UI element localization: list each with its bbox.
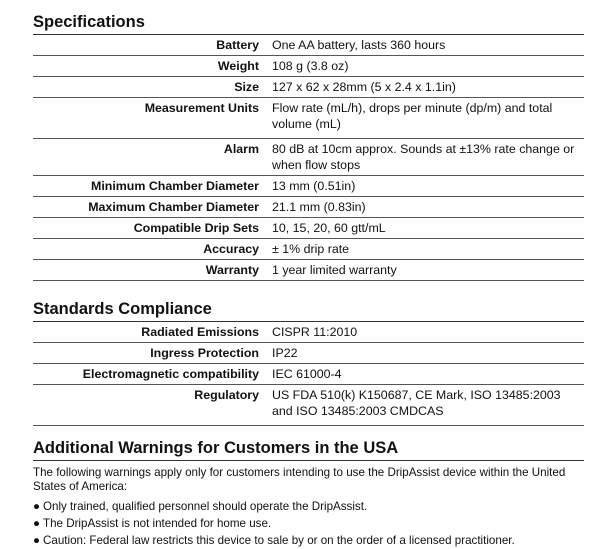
specifications-section [33,12,584,281]
spec-label-compatible-drip-sets: Compatible Drip Sets [33,218,272,239]
bullet-icon: ● [33,534,41,547]
standards-table [33,322,584,426]
spec-label-measurement-units: Measurement Units [33,98,272,139]
spec-label-min-chamber-diameter: Minimum Chamber Diameter [33,176,272,197]
specifications-table [33,35,584,281]
bullet-icon: ● [33,500,41,513]
spec-label-weight: Weight [33,56,272,77]
standards-label-emc: Electromagnetic compatibility [33,364,272,385]
standards-value-regulatory: US FDA 510(k) K150687, CE Mark, ISO 13485:2003 and ISO 13485:2003 CMDCAS [272,385,584,426]
standards-label-regulatory: Regulatory [33,385,272,426]
table-row [33,98,584,139]
spec-value-size: 127 x 62 x 28mm (5 x 2.4 x 1.1in) [272,77,584,98]
table-row [33,197,584,218]
spec-label-warranty: Warranty [33,260,272,281]
spec-label-battery: Battery [33,35,272,56]
spec-value-battery: One AA battery, lasts 360 hours [272,35,584,56]
standards-value-emc: IEC 61000-4 [272,364,584,385]
list-item [33,532,584,549]
bullet-icon: ● [33,517,41,530]
spec-value-min-chamber-diameter: 13 mm (0.51in) [272,176,584,197]
spec-value-accuracy: ± 1% drip rate [272,239,584,260]
spec-value-alarm: 80 dB at 10cm approx. Sounds at ±13% rate change or when flow stops [272,139,584,176]
table-row [33,218,584,239]
standards-value-radiated-emissions: CISPR 11:2010 [272,322,584,343]
warnings-list [33,498,584,549]
spec-value-warranty: 1 year limited warranty [272,260,584,281]
spec-label-size: Size [33,77,272,98]
spec-value-weight: 108 g (3.8 oz) [272,56,584,77]
table-row [33,77,584,98]
table-row [33,260,584,281]
standards-label-ingress-protection: Ingress Protection [33,343,272,364]
table-row [33,239,584,260]
warnings-section [33,438,584,549]
warning-text: The DripAssist is not intended for home use. [43,517,272,530]
table-row [33,176,584,197]
standards-value-ingress-protection: IP22 [272,343,584,364]
table-row [33,35,584,56]
standards-label-radiated-emissions: Radiated Emissions [33,322,272,343]
document-page [33,12,584,549]
warning-text: Only trained, qualified personnel should operate the DripAssist. [43,500,368,513]
table-row [33,364,584,385]
table-row [33,322,584,343]
spec-value-compatible-drip-sets: 10, 15, 20, 60 gtt/mL [272,218,584,239]
spec-value-max-chamber-diameter: 21.1 mm (0.83in) [272,197,584,218]
standards-heading: Standards Compliance [33,299,584,322]
warnings-heading: Additional Warnings for Customers in the USA [33,438,584,461]
list-item [33,498,584,515]
spec-label-alarm: Alarm [33,139,272,176]
spec-label-max-chamber-diameter: Maximum Chamber Diameter [33,197,272,218]
table-row [33,343,584,364]
specifications-heading: Specifications [33,12,584,35]
spec-label-accuracy: Accuracy [33,239,272,260]
table-row [33,385,584,426]
standards-section [33,299,584,426]
table-row [33,56,584,77]
warning-text: Caution: Federal law restricts this device to sale by or on the order of a licensed practitioner. [43,534,515,547]
list-item [33,515,584,532]
spec-value-measurement-units: Flow rate (mL/h), drops per minute (dp/m) and total volume (mL) [272,98,584,139]
warnings-intro: The following warnings apply only for customers intending to use the DripAssist device within the United States of America: [33,466,566,493]
table-row [33,139,584,176]
